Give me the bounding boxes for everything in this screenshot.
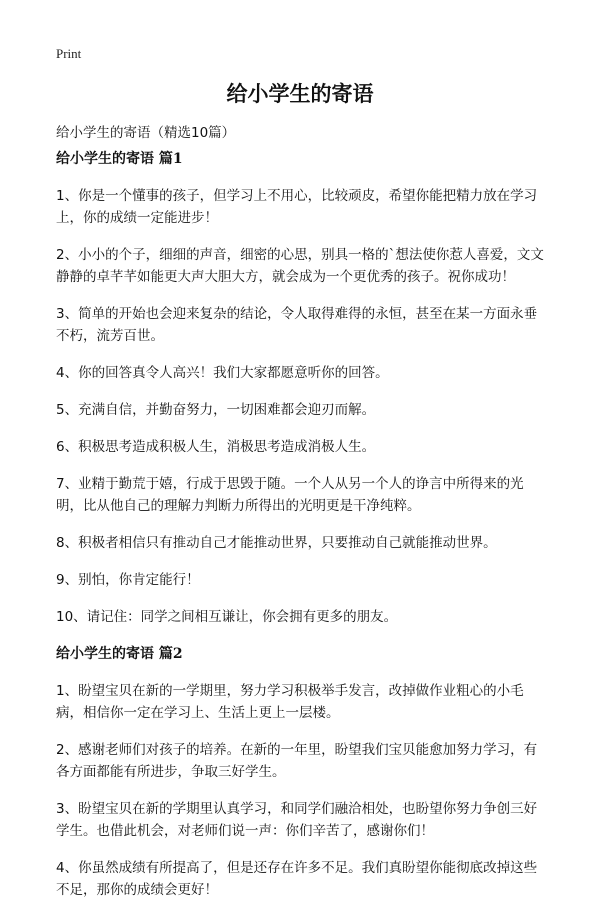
page-title: 给小学生的寄语 bbox=[226, 81, 374, 106]
paragraph: 2、小小的个子，细细的声音，细密的心思，别具一格的`想法使你惹人喜爱，文文静静的卓芊芊如能更大声大胆大方，就会成为一个更优秀的孩子。祝你成功！ bbox=[56, 247, 544, 285]
paragraph: 3、简单的开始也会迎来复杂的结论，令人取得难得的永恒，甚至在某一方面永垂不朽，流芳百世。 bbox=[56, 306, 538, 344]
paragraph: 10、请记住：同学之间相互谦让，你会拥有更多的朋友。 bbox=[56, 609, 398, 625]
paragraph: 7、业精于勤荒于嬉，行成于思毁于随。一个人从另一个人的诤言中所得来的光明，比从他自己的理解力判断力所得出的光明更是干净纯粹。 bbox=[56, 476, 524, 514]
page-subtitle: 给小学生的寄语（精选10篇） bbox=[56, 125, 236, 141]
paragraph: 4、你虽然成绩有所提高了，但是还存在许多不足。我们真盼望你能彻底改掉这些不足，那你的成绩会更好！ bbox=[56, 860, 538, 898]
section-title: 给小学生的寄语 篇2 bbox=[56, 646, 183, 662]
paragraph: 6、积极思考造成积极人生，消极思考造成消极人生。 bbox=[56, 439, 376, 455]
paragraph: 5、充满自信，并勤奋努力，一切困难都会迎刃而解。 bbox=[56, 402, 376, 418]
paragraph: 8、积极者相信只有推动自己才能推动世界，只要推动自己就能推动世界。 bbox=[56, 535, 497, 551]
paragraph: 4、你的回答真令人高兴！我们大家都愿意听你的回答。 bbox=[56, 365, 389, 381]
paragraph: 9、别怕，你肯定能行！ bbox=[56, 572, 200, 588]
section-2 bbox=[56, 643, 548, 901]
paragraph: 1、盼望宝贝在新的一学期里，努力学习积极举手发言，改掉做作业粗心的小毛病，相信你一定在学习上、生活上更上一层楼。 bbox=[56, 683, 524, 721]
section-title: 给小学生的寄语 篇1 bbox=[56, 151, 183, 167]
section-1 bbox=[56, 148, 548, 628]
print-link[interactable]: Print bbox=[56, 46, 82, 61]
paragraph: 2、感谢老师们对孩子的培养。在新的一年里，盼望我们宝贝能愈加努力学习，有各方面都能有所进步，争取三好学生。 bbox=[56, 742, 538, 780]
paragraph: 3、盼望宝贝在新的学期里认真学习，和同学们融洽相处，也盼望你努力争创三好学生。也借此机会，对老师们说一声：你们辛苦了，感谢你们！ bbox=[56, 801, 538, 839]
article-body bbox=[56, 148, 548, 916]
paragraph: 1、你是一个懂事的孩子，但学习上不用心，比较顽皮，希望你能把精力放在学习上，你的成绩一定能进步！ bbox=[56, 188, 538, 226]
